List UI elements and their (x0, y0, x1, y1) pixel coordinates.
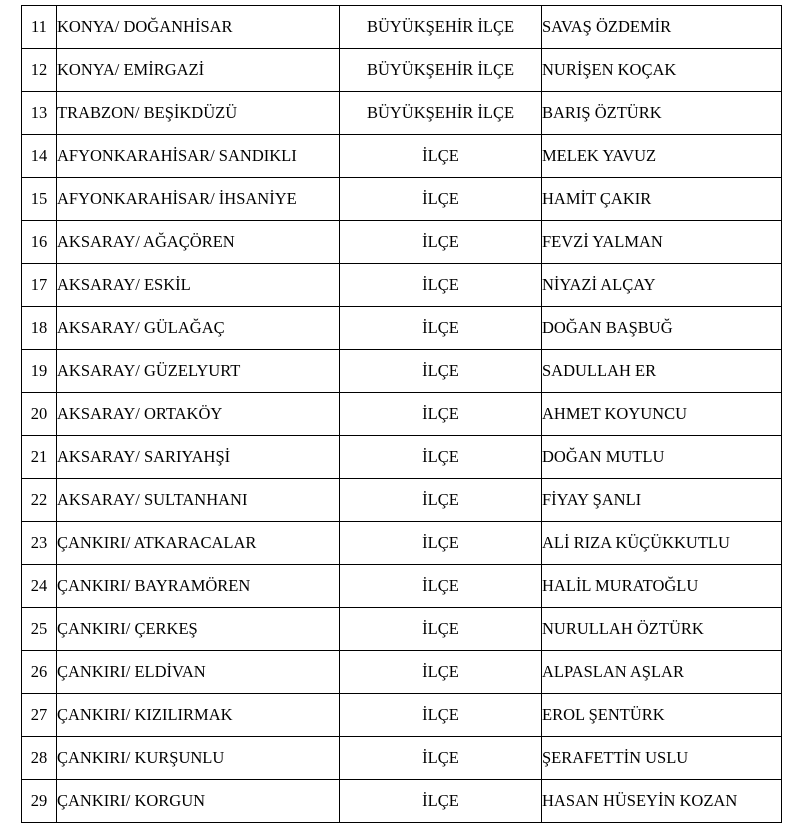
row-municipality-type: İLÇE (340, 307, 542, 350)
table-row (22, 780, 782, 823)
row-municipality-type: İLÇE (340, 479, 542, 522)
candidates-table-body (22, 6, 782, 823)
row-province-district: AKSARAY/ ORTAKÖY (57, 393, 340, 436)
row-municipality-type: İLÇE (340, 651, 542, 694)
row-number: 25 (22, 608, 57, 651)
table-row (22, 436, 782, 479)
row-municipality-type: İLÇE (340, 737, 542, 780)
row-candidate-name: HALİL MURATOĞLU (542, 565, 782, 608)
row-municipality-type: İLÇE (340, 221, 542, 264)
row-province-district: AKSARAY/ AĞAÇÖREN (57, 221, 340, 264)
row-candidate-name: ALİ RIZA KÜÇÜKKUTLU (542, 522, 782, 565)
table-row (22, 694, 782, 737)
row-candidate-name: NİYAZİ ALÇAY (542, 264, 782, 307)
row-candidate-name: EROL ŞENTÜRK (542, 694, 782, 737)
row-number: 11 (22, 6, 57, 49)
row-candidate-name: HASAN HÜSEYİN KOZAN (542, 780, 782, 823)
row-candidate-name: MELEK YAVUZ (542, 135, 782, 178)
row-municipality-type: İLÇE (340, 780, 542, 823)
row-candidate-name: SADULLAH ER (542, 350, 782, 393)
row-municipality-type: BÜYÜKŞEHİR İLÇE (340, 49, 542, 92)
table-row (22, 6, 782, 49)
row-number: 29 (22, 780, 57, 823)
row-municipality-type: İLÇE (340, 694, 542, 737)
row-number: 14 (22, 135, 57, 178)
table-row (22, 350, 782, 393)
row-number: 16 (22, 221, 57, 264)
row-candidate-name: HAMİT ÇAKIR (542, 178, 782, 221)
row-province-district: ÇANKIRI/ BAYRAMÖREN (57, 565, 340, 608)
row-number: 13 (22, 92, 57, 135)
row-municipality-type: İLÇE (340, 522, 542, 565)
row-number: 19 (22, 350, 57, 393)
row-candidate-name: FEVZİ YALMAN (542, 221, 782, 264)
table-row (22, 737, 782, 780)
row-candidate-name: AHMET KOYUNCU (542, 393, 782, 436)
row-candidate-name: SAVAŞ ÖZDEMİR (542, 6, 782, 49)
row-candidate-name: FİYAY ŞANLI (542, 479, 782, 522)
row-municipality-type: İLÇE (340, 436, 542, 479)
table-row (22, 479, 782, 522)
row-candidate-name: BARIŞ ÖZTÜRK (542, 92, 782, 135)
row-number: 15 (22, 178, 57, 221)
row-candidate-name: DOĞAN BAŞBUĞ (542, 307, 782, 350)
row-number: 23 (22, 522, 57, 565)
row-province-district: ÇANKIRI/ ELDİVAN (57, 651, 340, 694)
row-province-district: KONYA/ DOĞANHİSAR (57, 6, 340, 49)
row-number: 12 (22, 49, 57, 92)
row-number: 17 (22, 264, 57, 307)
row-province-district: ÇANKIRI/ KORGUN (57, 780, 340, 823)
row-province-district: AKSARAY/ GÜLAĞAÇ (57, 307, 340, 350)
table-row (22, 135, 782, 178)
row-number: 22 (22, 479, 57, 522)
row-municipality-type: İLÇE (340, 393, 542, 436)
row-province-district: AFYONKARAHİSAR/ SANDIKLI (57, 135, 340, 178)
table-row (22, 651, 782, 694)
row-municipality-type: BÜYÜKŞEHİR İLÇE (340, 92, 542, 135)
table-row (22, 608, 782, 651)
row-candidate-name: DOĞAN MUTLU (542, 436, 782, 479)
table-row (22, 49, 782, 92)
candidates-table (21, 5, 782, 823)
row-province-district: AKSARAY/ GÜZELYURT (57, 350, 340, 393)
table-row (22, 221, 782, 264)
table-row (22, 92, 782, 135)
row-municipality-type: İLÇE (340, 264, 542, 307)
row-number: 21 (22, 436, 57, 479)
table-row (22, 565, 782, 608)
row-number: 18 (22, 307, 57, 350)
table-row (22, 264, 782, 307)
table-row (22, 522, 782, 565)
row-province-district: KONYA/ EMİRGAZİ (57, 49, 340, 92)
row-municipality-type: İLÇE (340, 608, 542, 651)
row-municipality-type: İLÇE (340, 565, 542, 608)
row-province-district: AKSARAY/ SULTANHANI (57, 479, 340, 522)
row-province-district: AFYONKARAHİSAR/ İHSANİYE (57, 178, 340, 221)
row-municipality-type: İLÇE (340, 135, 542, 178)
row-municipality-type: İLÇE (340, 178, 542, 221)
row-province-district: ÇANKIRI/ ÇERKEŞ (57, 608, 340, 651)
row-province-district: TRABZON/ BEŞİKDÜZÜ (57, 92, 340, 135)
row-municipality-type: İLÇE (340, 350, 542, 393)
row-number: 26 (22, 651, 57, 694)
row-province-district: AKSARAY/ ESKİL (57, 264, 340, 307)
row-municipality-type: BÜYÜKŞEHİR İLÇE (340, 6, 542, 49)
table-row (22, 307, 782, 350)
row-number: 20 (22, 393, 57, 436)
row-province-district: AKSARAY/ SARIYAHŞİ (57, 436, 340, 479)
row-candidate-name: NURULLAH ÖZTÜRK (542, 608, 782, 651)
row-province-district: ÇANKIRI/ KURŞUNLU (57, 737, 340, 780)
row-candidate-name: ALPASLAN AŞLAR (542, 651, 782, 694)
table-row (22, 393, 782, 436)
row-province-district: ÇANKIRI/ ATKARACALAR (57, 522, 340, 565)
row-number: 24 (22, 565, 57, 608)
table-row (22, 178, 782, 221)
row-number: 27 (22, 694, 57, 737)
row-candidate-name: NURİŞEN KOÇAK (542, 49, 782, 92)
row-number: 28 (22, 737, 57, 780)
row-candidate-name: ŞERAFETTİN USLU (542, 737, 782, 780)
row-province-district: ÇANKIRI/ KIZILIRMAK (57, 694, 340, 737)
